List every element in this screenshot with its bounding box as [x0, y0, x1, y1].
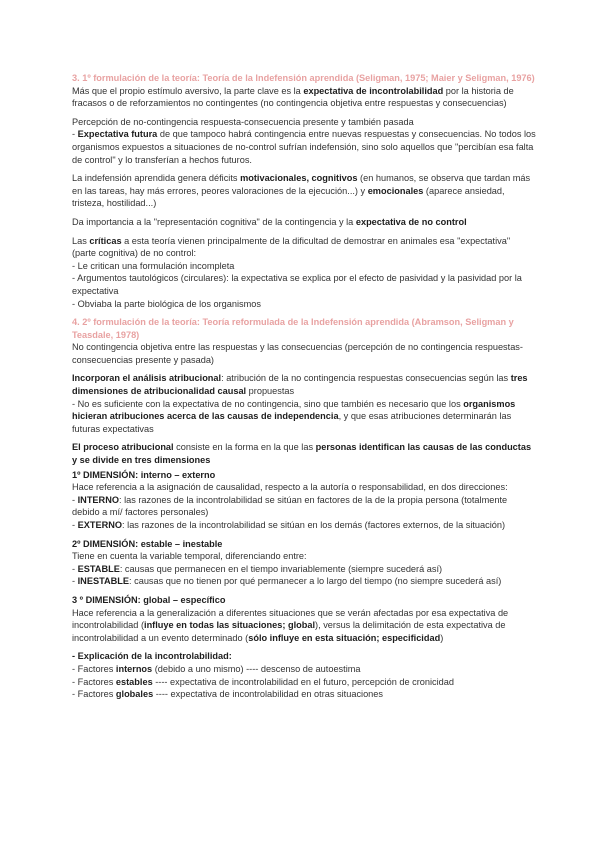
section-4-heading: 4. 2º formulación de la teoría: Teoría reformulada de la Indefensión aprendida (Abramson, Seligman y Teasdale, 1978) [72, 317, 514, 340]
section-4-paragraph-2: Incorporan el análisis atribucional: atribución de la no contingencia respuestas consecuencias según las tres dimensiones de atribucionalidad causal propuestas [72, 373, 528, 397]
section-4-paragraph-3: - No es suficiente con la expectativa de no contingencia, sino que también es necesario que los organismos hicieran atribuciones acerca de las causas de independencia, y que esas atribuciones determinarán las futuras expectativas [72, 398, 516, 434]
section-3-paragraph-3: - Expectativa futura de que tampoco habrá contingencia entre nuevas respuestas y consecuencias. No todos los organismos expuestos a situaciones de no-control sufrían indefensión, sino solo aquellos que "percibían esa falta de control" y lo transferían a hechos futuros. [72, 129, 536, 165]
dimension-1-paragraph: Hace referencia a la asignación de causalidad, respecto a la autoría o responsabilidad, en dos direcciones: [72, 482, 508, 493]
explanation-item-global: - Factores globales ---- expectativa de incontrolabilidad en otras situaciones [72, 689, 383, 700]
section-3-paragraph-4: La indefensión aprendida genera déficits motivacionales, cognitivos (en humanos, se observa que tardan más en las tareas, hay más errores, peores valoraciones de la ejecución...) y emocionales (aparece ansiedad, tristeza, hostilidad...) [72, 173, 531, 209]
section-4-paragraph-1: No contingencia objetiva entre las respuestas y las consecuencias (percepción de no contingencia respuestas-consecuencias presente y pasada) [72, 342, 523, 365]
dimension-1-item-internal: - INTERNO: las razones de la incontrolabilidad se sitúan en factores de la de la propia persona (totalmente debido a mí/ factores personales) [72, 494, 508, 518]
section-3-heading: 3. 1º formulación de la teoría: Teoría de la Indefensión aprendida (Seligman, 1975; Maier y Seligman, 1976) [72, 73, 535, 83]
dimension-2-item-stable: - ESTABLE: causas que permanecen en el tiempo invariablemente (siempre sucederá así) [72, 563, 443, 574]
section-3-paragraph-5: Da importancia a la "representación cognitiva" de la contingencia y la expectativa de no control [72, 216, 467, 227]
section-3-paragraph-2: Percepción de no-contingencia respuesta-consecuencia presente y también pasada [72, 116, 414, 127]
explanation-item-internal: - Factores internos (debido a uno mismo) ---- descenso de autoestima [72, 663, 361, 674]
criticism-item-3: - Obviaba la parte biológica de los organismos [72, 298, 261, 309]
dimension-1-item-external: - EXTERNO: las razones de la incontrolabilidad se sitúan en los demás (factores externos, de la situación) [72, 520, 506, 530]
dimension-2-item-unstable: - INESTABLE: causas que no tienen por qué permanecer a lo largo del tiempo (no siempre sucederá así) [72, 576, 502, 587]
section-3-paragraph-6: Las críticas a esta teoría vienen principalmente de la dificultad de demostrar en animales esa "expectativa" (parte cognitiva) de no control: [72, 235, 511, 259]
explanation-item-stable: - Factores estables ---- expectativa de incontrolabilidad en el futuro, percepción de cronicidad [72, 676, 455, 687]
explanation-title: - Explicación de la incontrolabilidad: [72, 651, 232, 662]
section-3-paragraph-1: Más que el propio estímulo aversivo, la parte clave es la expectativa de incontrolabilidad por la historia de fracasos o de reforzamientos no contingentes (no contingencia objetiva entre respuestas y consecuencias) [72, 85, 514, 109]
dimension-2-title: 2º DIMENSIÓN: estable – inestable [72, 538, 223, 549]
criticism-item-1: - Le critican una formulación incompleta [72, 260, 235, 271]
dimension-3-paragraph: Hace referencia a la generalización a diferentes situaciones que se verán afectadas por esa expectativa de incontrolabilidad (influye en todas las situaciones; global), versus la delimitación de esta expectativa de incontrolabilidad a un evento determinado (sólo influye en esta situación; especificidad) [72, 607, 509, 643]
criticism-item-2: - Argumentos tautológicos (circulares): la expectativa se explica por el efecto de pasividad y la pasividad por la expectativa [72, 273, 522, 296]
dimension-3-title: 3 º DIMENSIÓN: global – específico [72, 594, 226, 605]
dimension-2-paragraph: Tiene en cuenta la variable temporal, diferenciando entre: [72, 551, 307, 562]
dimension-1-title: 1º DIMENSIÓN: interno – externo [72, 469, 216, 480]
section-4-paragraph-4: El proceso atribucional consiste en la forma en la que las personas identifican las causas de las conductas y se divide en tres dimensiones [72, 442, 532, 466]
